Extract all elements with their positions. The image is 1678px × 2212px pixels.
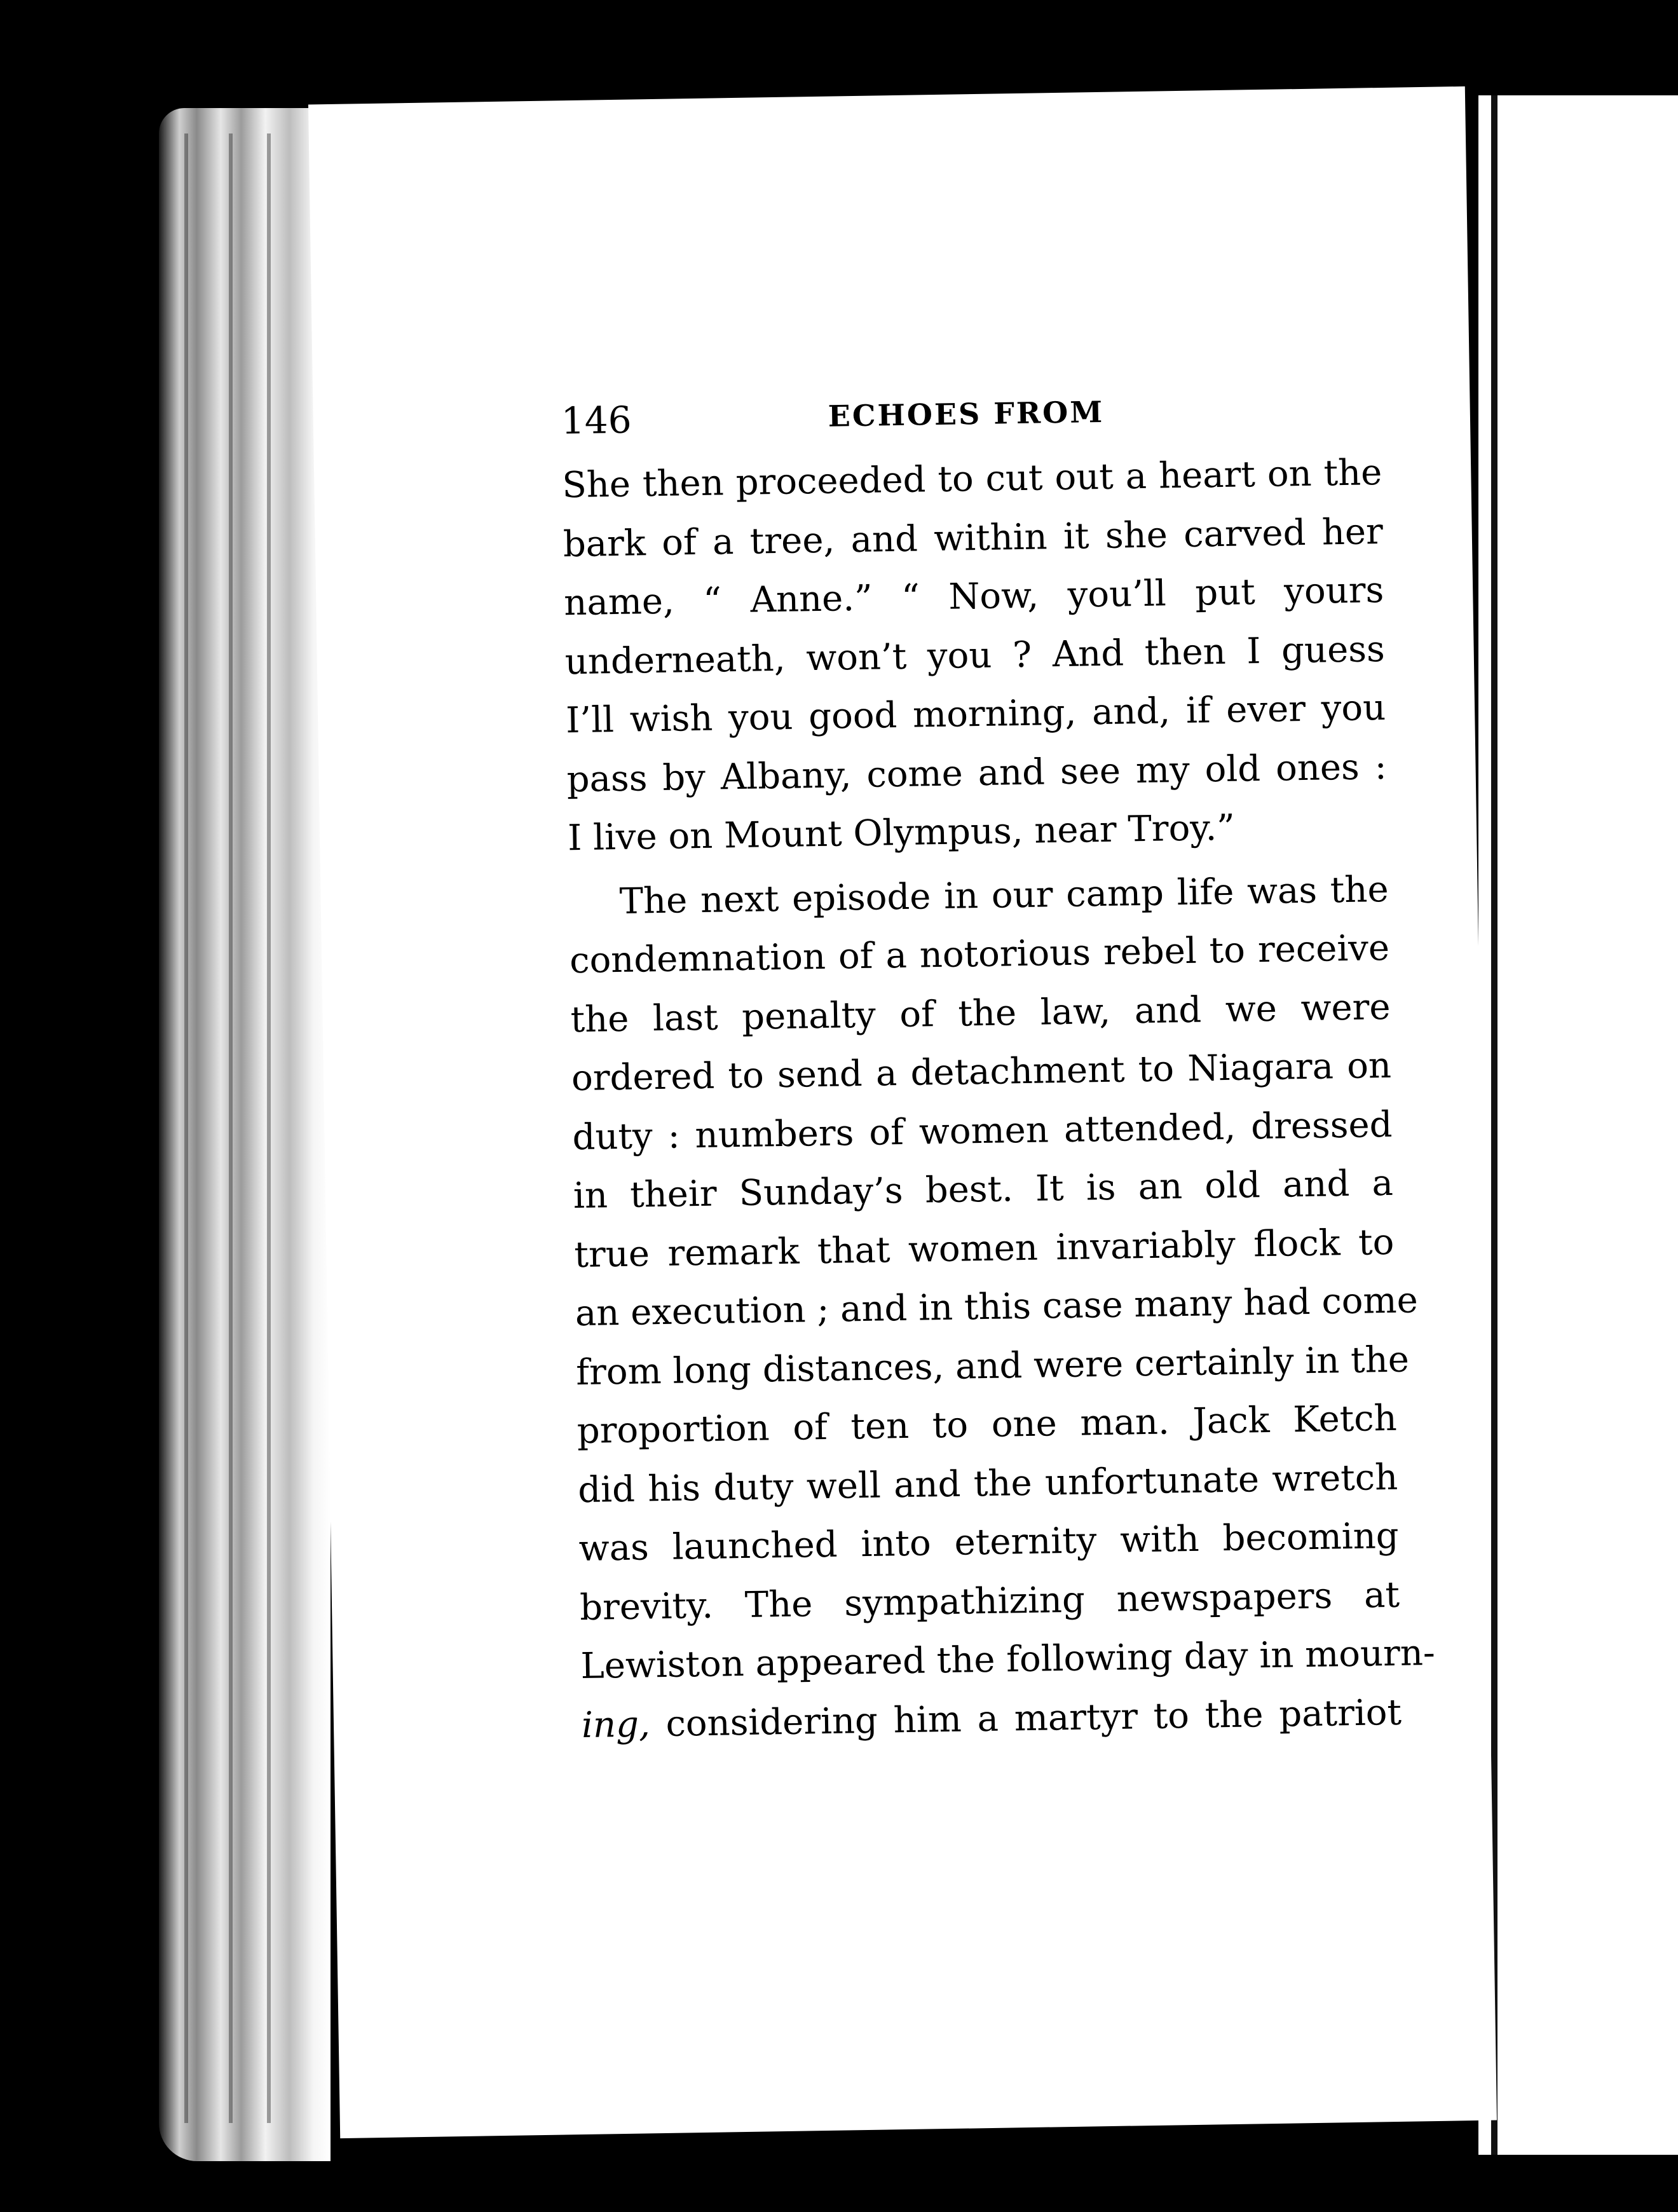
- text-line: from long distances, and were certainly in the: [575, 1339, 1410, 1393]
- text-line: brevity. The sympathizing newspapers at: [579, 1574, 1400, 1628]
- body-text: [561, 444, 1436, 1755]
- text-line: underneath, won’t you ? And then I guess: [564, 628, 1386, 683]
- text-line: name, “ Anne.” “ Now, you’ll put yours: [563, 570, 1384, 624]
- text-line-italic-start: [581, 1683, 1402, 1755]
- text-line: The next episode in our camp life was the: [619, 868, 1389, 922]
- text-line: She then proceeded to cut out a heart on the: [561, 452, 1382, 507]
- page-number: 146: [561, 398, 632, 443]
- italic-word: ing,: [581, 1703, 651, 1746]
- text-line: ordered to send a detachment to Niagara on: [571, 1044, 1392, 1100]
- text-line-rest: considering him a martyr to the patriot: [650, 1691, 1402, 1745]
- page-edge-line: [267, 133, 271, 2123]
- text-line: I’ll wish you good morning, and, if ever you: [565, 686, 1386, 742]
- text-line: the last penalty of the law, and we were: [570, 986, 1391, 1041]
- book-page-edges: [159, 108, 331, 2161]
- paragraph: [568, 860, 1436, 1755]
- text-line: condemnation of a notorious rebel to receive: [569, 927, 1390, 982]
- text-line: in their Sunday’s best. It is an old and a: [573, 1162, 1394, 1217]
- text-line: Lewiston appeared the following day in mourn-: [580, 1632, 1436, 1688]
- facing-page-edge: [1475, 95, 1678, 2155]
- text-line: was launched into eternity with becoming: [578, 1515, 1400, 1570]
- text-line: did his duty well and the unfortunate wretch: [577, 1456, 1398, 1511]
- text-line: bark of a tree, and within it she carved her: [563, 510, 1384, 565]
- text-line: an execution ; and in this case many had come: [575, 1280, 1419, 1335]
- paragraph: [562, 444, 1388, 868]
- running-title: ECHOES FROM: [828, 394, 1105, 434]
- page-edge-line: [184, 133, 188, 2123]
- text-line: duty : numbers of women attended, dressed: [572, 1103, 1393, 1158]
- text-line: proportion of ten to one man. Jack Ketch: [576, 1397, 1398, 1452]
- text-line: true remark that women invariably flock to: [573, 1221, 1395, 1276]
- text-line: pass by Albany, come and see my old ones :: [566, 746, 1388, 800]
- book-page: [308, 86, 1497, 2138]
- text-line: I live on Mount Olympus, near Troy.”: [567, 807, 1236, 859]
- page-edge-line: [229, 133, 233, 2123]
